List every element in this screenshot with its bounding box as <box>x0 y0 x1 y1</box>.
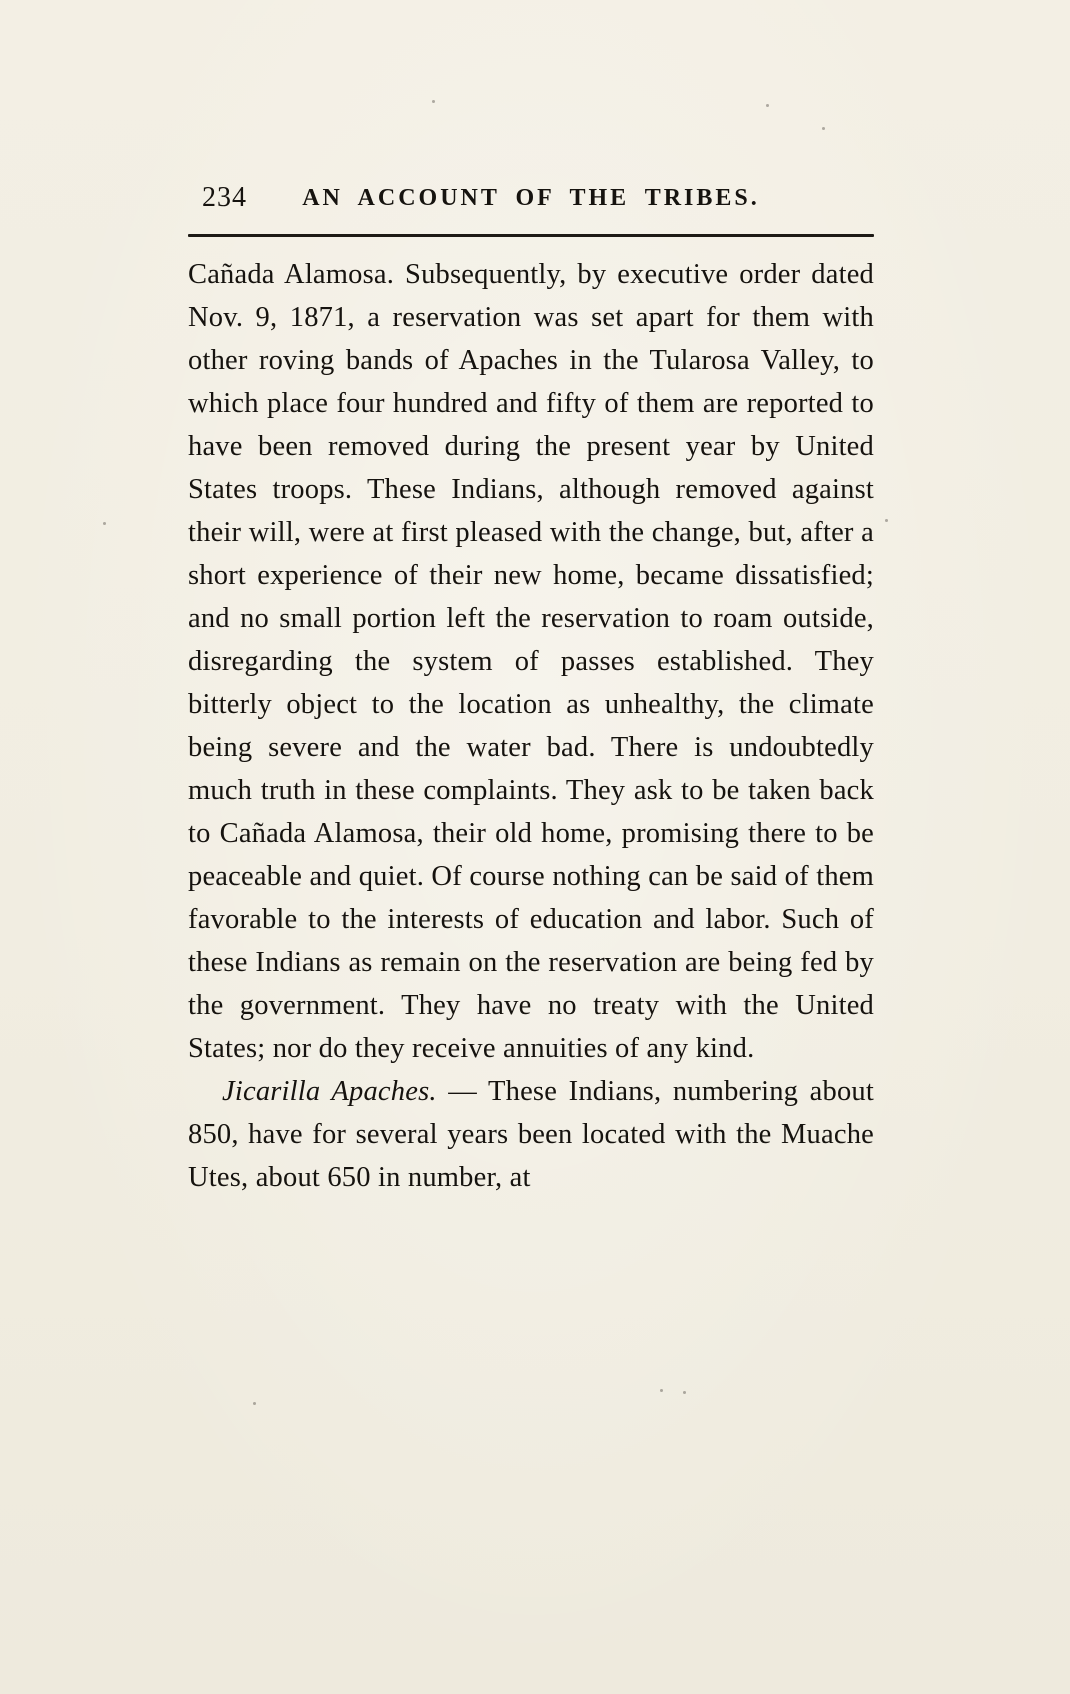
page-number: 234 <box>202 182 247 213</box>
paper-speck <box>253 1402 256 1405</box>
header-rule <box>188 234 874 237</box>
paper-speck <box>432 100 435 103</box>
running-header-title: AN ACCOUNT OF THE TRIBES. <box>302 185 760 211</box>
paper-speck <box>885 519 888 522</box>
running-head <box>188 182 874 224</box>
text-block <box>188 182 874 1199</box>
body-text <box>188 253 874 1199</box>
paper-speck <box>103 522 106 525</box>
paragraph-2-rest: — These Indians, numbering about 850, have for several years been located with the Muache Utes, about 650 in number, at <box>188 1076 874 1193</box>
paper-speck <box>683 1391 686 1394</box>
paper-speck <box>822 127 825 130</box>
paragraph-1: Cañada Alamosa. Subsequently, by executive order dated Nov. 9, 1871, a reservation was set apart for them with other roving bands of Apaches in the Tularosa Valley, to which place four hundred and fifty of them are reported to have been removed during the present year by United States troops. These Indians, although removed against their will, were at first pleased with the change, but, after a short experience of their new home, became dissatisfied; and no small portion left the reservation to roam outside, disregarding the system of passes established. They bitterly object to the location as unhealthy, the climate being severe and the water bad. There is undoubtedly much truth in these complaints. They ask to be taken back to Cañada Alamosa, their old home, promising there to be peaceable and quiet. Of course nothing can be said of them favorable to the interests of education and labor. Such of these Indians as remain on the reservation are being fed by the government. They have no treaty with the United States; nor do they receive annuities of any kind. <box>188 259 874 1064</box>
paper-speck <box>766 104 769 107</box>
paragraph-2 <box>188 1070 874 1199</box>
paper-speck <box>660 1389 663 1392</box>
paragraph-2-lead: Jicarilla Apaches. <box>222 1076 437 1107</box>
